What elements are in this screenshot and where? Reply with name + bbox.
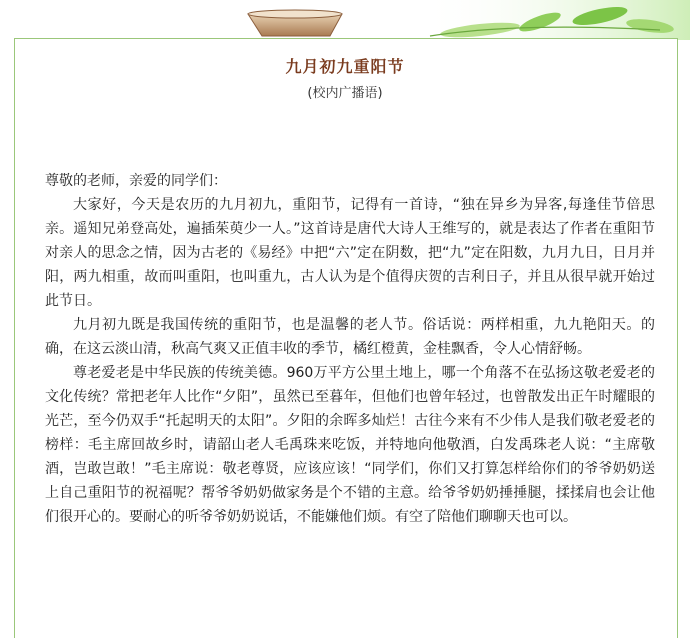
page-subtitle: (校内广播语)	[307, 86, 383, 101]
article-body	[45, 169, 655, 529]
paragraph-2: 九月初九既是我国传统的重阳节，也是温馨的老人节。俗话说：两样相重，九九艳阳天。的确，在这云淡山清，秋高气爽又正值丰收的季节，橘红橙黄，金桂飘香，令人心情舒畅。	[45, 317, 655, 357]
salutation: 尊敬的老师，亲爱的同学们：	[45, 173, 227, 189]
paragraph-3: 尊老爱老是中华民族的传统美德。960万平方公里土地上，哪一个角落不在弘扬这敬老爱老的文化传统？常把老年人比作“夕阳”，虽然已至暮年，但他们也曾年轻过，也曾散发出正午时耀眼的光芒，至今仍双手“托起明天的太阳”。夕阳的余晖多灿烂！古往今来有不少伟人是我们敬老爱老的榜样：毛主席回故乡时，请韶山老人毛禹珠来吃饭，并特地向他敬酒，白发禹珠老人说：“主席敬酒，岂敢岂敢！”毛主席说：敬老尊贤，应该应该！“同学们，你们又打算怎样给你们的爷爷奶奶送上自己重阳节的祝福呢？帮爷爷奶奶做家务是个不错的主意。给爷爷奶奶捶捶腿，揉揉肩也会让他们很开心的。要耐心的听爷爷奶奶说话，不能嫌他们烦。有空了陪他们聊聊天也可以。	[45, 365, 655, 525]
bowl-icon	[248, 10, 342, 36]
page-title: 九月初九重阳节	[285, 57, 405, 76]
paragraph-1: 大家好，今天是农历的九月初九，重阳节，记得有一首诗，“独在异乡为异客,每逢佳节倍思亲。遥知兄弟登高处，遍插茱萸少一人。”这首诗是唐代大诗人王维写的，就是表达了作者在重阳节对亲人的思念之情，因为古老的《易经》中把“六”定在阴数，把“九”定在阳数，九月九日，日月并阳，两九相重，故而叫重阳，也叫重九，古人认为是个值得庆贺的吉利日子，并且从很早就开始过此节日。	[45, 197, 655, 309]
